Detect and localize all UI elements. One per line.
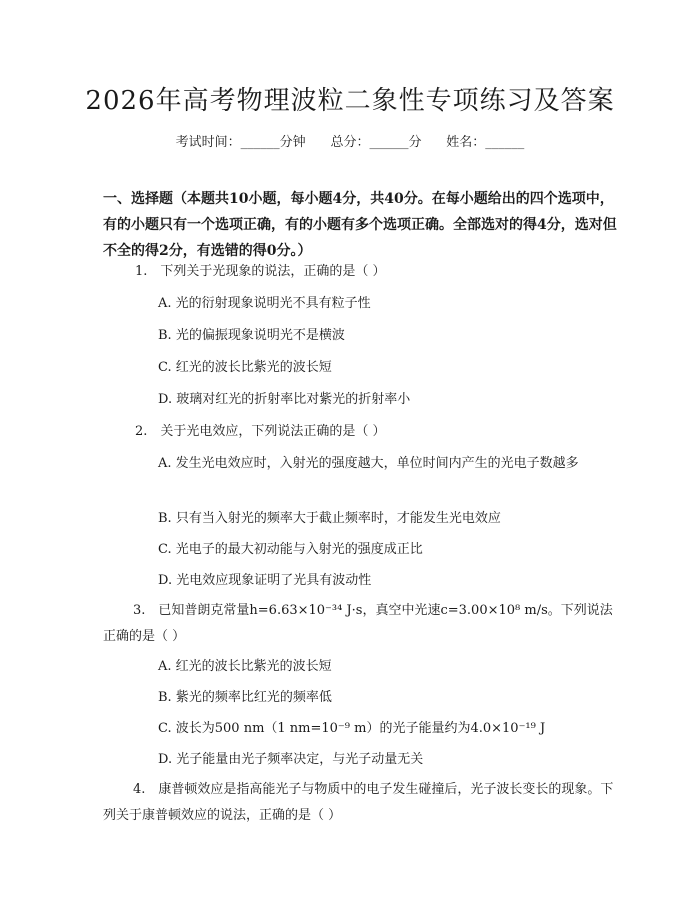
option-a: A. 光的衍射现象说明光不具有粒子性 — [158, 296, 371, 311]
section-heading: 一、选择题（本题共10小题，每小题4分，共40分。在每小题给出的四个选项中，有的小题只有一个选项正确，有的小题有多个选项正确。全部选对的得4分，选对但不全的得2分，有选错的得0分。） — [103, 191, 617, 259]
option-d: D. 光电效应现象证明了光具有波动性 — [158, 573, 372, 588]
option-b: B. 光的偏振现象说明光不是横波 — [158, 328, 345, 343]
option-b: B. 只有当入射光的频率大于截止频率时，才能发生光电效应 — [158, 511, 501, 526]
exam-time-label: 考试时间：______分钟 — [175, 135, 306, 150]
option-b: B. 紫光的频率比红光的频率低 — [158, 690, 332, 705]
total-score-label: 总分：______分 — [330, 135, 422, 150]
question-stem: 1. 下列关于光现象的说法，正确的是（ ） — [135, 264, 386, 279]
page-title: 2026年高考物理波粒二象性专项练习及答案 — [85, 86, 615, 116]
option-a: A. 发生光电效应时，入射光的强度越大，单位时间内产生的光电子数越多 — [158, 456, 579, 471]
exam-meta — [0, 131, 700, 150]
option-d: D. 玻璃对红光的折射率比对紫光的折射率小 — [158, 392, 411, 407]
question-stem: 3. 已知普朗克常量h=6.63×10⁻³⁴ J·s，真空中光速c=3.00×10⁸ m/s。下列说法正确的是（ ） — [103, 603, 613, 644]
option-c: C. 红光的波长比紫光的波长短 — [158, 360, 332, 375]
option-d: D. 光子能量由光子频率决定，与光子动量无关 — [158, 752, 424, 767]
question-stem: 4. 康普顿效应是指高能光子与物质中的电子发生碰撞后，光子波长变长的现象。下列关于康普顿效应的说法，正确的是（ ） — [103, 782, 614, 823]
question-stem: 2. 关于光电效应，下列说法正确的是（ ） — [135, 424, 386, 439]
name-label: 姓名：______ — [446, 135, 525, 150]
option-c: C. 光电子的最大初动能与入射光的强度成正比 — [158, 542, 423, 557]
option-a: A. 红光的波长比紫光的波长短 — [158, 659, 332, 674]
option-c: C. 波长为500 nm（1 nm=10⁻⁹ m）的光子能量约为4.0×10⁻¹⁹ J — [158, 721, 546, 736]
